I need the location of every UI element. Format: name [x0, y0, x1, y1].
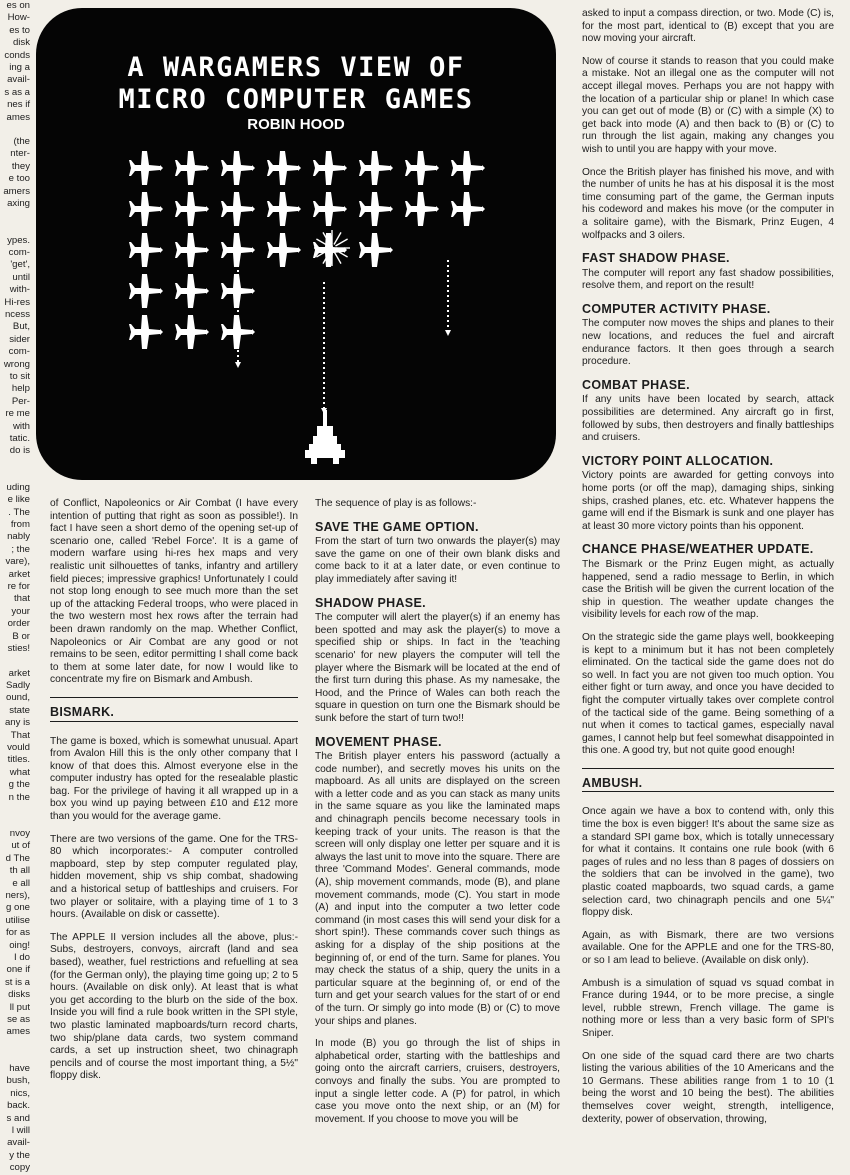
plane-sprite: [221, 192, 255, 226]
margin-fragment: until: [12, 271, 30, 283]
margin-fragment: [0, 211, 30, 223]
plane-sprite: [175, 315, 209, 349]
margin-fragment: sider: [9, 333, 30, 345]
plane-sprite: [313, 151, 347, 185]
margin-fragment: e all: [12, 877, 30, 889]
ambush-paragraph-1: Once again we have a box to contend with, only this time the box is even bigger! It's about the same size as a standard SPI game box, which is totally unnecessary for what it contains. It contains one rule book (with 6 pages of rules and no less than 8 pages of dossiers on the soldiers that can be involved in the game), two plastic coated mapboards, two squad cards, a game selection card, two chinagraph pencils and one 5¼" floppy disk.: [582, 806, 834, 919]
margin-fragment: one if: [6, 964, 30, 976]
margin-fragment: from: [10, 519, 30, 531]
fast-shadow-paragraph: The computer will report any fast shadow possibilities, resolve them, and report on the result!: [582, 267, 834, 292]
margin-fragment: [0, 656, 30, 668]
margin-fragment: th all: [9, 865, 30, 877]
margin-fragment: d The: [5, 852, 30, 864]
column-2: [315, 498, 560, 1136]
margin-fragment: avail-: [7, 1137, 30, 1149]
plane-sprite: [129, 192, 163, 226]
margin-fragment: bush,: [6, 1075, 30, 1087]
margin-fragment: But,: [12, 321, 30, 333]
margin-fragment: state: [9, 704, 30, 716]
victory-point-paragraph: Victory points are awarded for getting convoys into home ports (or off the map), damaging ships, sinking ships, crashed planes, etc. etc. Whatever happens the game will end if the Bismark is sunk and one player has at least 30 more victory points than his opponent.: [582, 470, 834, 532]
margin-fragment: ll put: [9, 1001, 30, 1013]
plane-sprite: [451, 192, 485, 226]
ambush-paragraph-2: Again, as with Bismark, there are two versions available. One for the APPLE and one for the TRS-80, or so I am lead to believe. (Available on disk only).: [582, 929, 834, 966]
margin-fragment: do is: [9, 445, 30, 457]
margin-fragment: Hi-res: [4, 296, 30, 308]
save-game-paragraph: From the start of turn two onwards the player(s) may save the game on one of their own blank disks and come back to it at a later date, or even continue to play immediately after saving it!: [315, 536, 560, 585]
margin-fragment: (the: [13, 136, 30, 148]
plane-sprite: [221, 151, 255, 185]
missile-head: [445, 330, 451, 336]
margin-fragment: [0, 223, 30, 235]
sequence-intro: The sequence of play is as follows:-: [315, 498, 477, 509]
plane-sprite: [129, 315, 163, 349]
margin-fragment: tatic.: [9, 433, 30, 444]
margin-fragment: vare),: [5, 556, 30, 568]
shadow-phase-heading: SHADOW PHASE.: [315, 595, 426, 610]
margin-fragment: re me: [5, 408, 30, 420]
margin-fragment: have: [9, 1062, 30, 1074]
plane-sprite: [267, 151, 301, 185]
margin-fragment: s as a: [4, 86, 30, 98]
plane-sprite: [267, 192, 301, 226]
margin-fragment: nter-: [10, 148, 30, 160]
margin-fragment: help: [11, 383, 30, 395]
ambush-paragraph-4: On one side of the squad card there are two charts listing the various abilities of the 10 Americans and the 10 Germans. These abilities range from 1 to 10 (1 being the worst and 10 being the best). The abilities themselves cover weight, strength, intelligence, dexterity, power of observation, throwing,: [582, 1050, 834, 1125]
player-cannon-ship: [305, 410, 345, 464]
movement-phase-heading: MOVEMENT PHASE.: [315, 734, 442, 749]
shadow-phase-paragraph: The computer will alert the player(s) if an enemy has been spotted and may ask the player(s) to move a specified ship or ships. In fact in the 'teaching scenario' for new players the computer will tell the player where the Bismark will be located at the end of the first turn during this phase. As my namesake, the Hood, and the Prince of Wales can both reach the square in question on turn one the Bismark should be sunk before the start of turn two!!: [315, 612, 560, 724]
margin-fragment: vould: [7, 741, 30, 753]
margin-fragment: that: [13, 593, 30, 605]
ambush-paragraph-3: Ambush is a simulation of squad vs squad combat in France during 1944, or to be more precise, a single level, rubble strewn, French village. The game is nothing more or less than a very basic form of SPI's Sniper.: [582, 977, 834, 1039]
margin-fragment: ypes.: [7, 234, 30, 246]
plane-sprite: [175, 274, 209, 308]
margin-fragment: That: [10, 729, 30, 741]
plane-sprite: [359, 233, 393, 267]
adjacent-page-margin: [0, 0, 30, 1174]
margin-fragment: B or: [12, 630, 30, 642]
german-move-paragraph: Once the British player has finished his move, and with the number of units he has at his disposal it is the most time consuming part of the game, the German inputs his codeword and makes his move (or the computer in a solitaire game), with the Bismark, Prinz Eugen, 4 wolfpacks and 3 oilers.: [582, 166, 834, 241]
margin-fragment: nes if: [7, 99, 30, 111]
margin-fragment: How-: [7, 12, 30, 24]
ambush-heading: AMBUSH.: [582, 777, 834, 793]
margin-fragment: Sadly: [6, 679, 30, 691]
bismark-heading: BISMARK.: [50, 706, 298, 722]
margin-fragment: they: [11, 160, 30, 172]
margin-fragment: y the: [9, 1149, 30, 1161]
victory-point-heading: VICTORY POINT ALLOCATION.: [582, 453, 774, 468]
banner-title-line-1: A WARGAMERS VIEW OF: [127, 52, 465, 83]
fast-shadow-heading: FAST SHADOW PHASE.: [582, 251, 730, 266]
bismark-paragraph-1: The game is boxed, which is somewhat unusual. Apart from Avalon Hill this is the only other company that I know of that does this. Almost everyone else in the computer industry has opted for the resealable plastic bag. For the privilege of having it all wrapped up in a box you wind up paying between £10 and £12 more than you would for the average game.: [50, 735, 298, 823]
mode-c-continuation: asked to input a compass direction, or two. Mode (C) is, for the most part, identical to (B) except that you are now moving your aircraft.: [582, 8, 834, 45]
plane-sprite: [129, 151, 163, 185]
margin-fragment: es on: [6, 0, 30, 11]
margin-fragment: e too: [8, 173, 30, 185]
plane-sprite: [405, 151, 439, 185]
plane-sprite: [359, 192, 393, 226]
plane-sprite: [451, 151, 485, 185]
screen-banner-illustration: [36, 8, 556, 480]
margin-fragment: with-: [9, 284, 30, 296]
plane-sprite: [313, 233, 347, 267]
plane-sprite: [175, 192, 209, 226]
margin-fragment: to sit: [9, 370, 30, 382]
margin-fragment: [0, 816, 30, 828]
margin-fragment: [0, 470, 30, 482]
margin-fragment: with: [12, 420, 30, 432]
margin-fragment: wrong: [3, 358, 30, 370]
save-game-heading: SAVE THE GAME OPTION.: [315, 519, 479, 534]
margin-fragment: your: [11, 605, 30, 617]
article-author: ROBIN HOOD: [247, 116, 345, 133]
margin-fragment: nvoy: [9, 827, 30, 839]
chance-weather-heading: CHANCE PHASE/WEATHER UPDATE.: [582, 542, 814, 557]
margin-fragment: titles.: [7, 754, 30, 766]
margin-fragment: ing a: [9, 62, 30, 74]
margin-fragment: disk: [12, 37, 30, 49]
margin-fragment: ; the: [11, 543, 30, 555]
margin-fragment: [0, 458, 30, 470]
margin-fragment: n the: [8, 791, 30, 803]
margin-fragment: 'get',: [10, 259, 30, 271]
margin-fragment: ners),: [5, 890, 30, 901]
margin-fragment: e like: [7, 494, 30, 506]
plane-sprite: [313, 192, 347, 226]
margin-fragment: [0, 1039, 30, 1051]
margin-fragment: es to: [9, 24, 30, 36]
margin-fragment: ound,: [5, 692, 30, 704]
strategic-side-paragraph: On the strategic side the game plays well, bookkeeping is kept to a minimum but it has not been completely eliminated. On the tactical side the game does not do so well. In fact you are not given too much option. You either fight or turn away, and once you have decided to fight the computer virtually takes over complete control of the tactical side of the game. Being something of a nut when it comes to tactical games, especially naval games, I cannot help but feel somewhat disappointed in this one. A good try, but not quite good enough!: [582, 631, 834, 757]
margin-fragment: s and: [6, 1112, 30, 1124]
space-invaders-planes-scene: [36, 140, 556, 480]
plane-sprite: [405, 192, 439, 226]
margin-fragment: nably: [7, 531, 30, 543]
margin-fragment: com-: [8, 346, 30, 358]
plane-sprite: [129, 274, 163, 308]
margin-fragment: amers: [3, 185, 30, 197]
missile-head: [235, 362, 241, 368]
margin-fragment: disks: [8, 989, 30, 1001]
margin-fragment: ncess: [4, 308, 30, 320]
margin-fragment: copy: [9, 1162, 30, 1174]
bismark-paragraph-3: The APPLE II version includes all the above, plus:- Subs, destroyers, convoys, aircraft (land and sea based), weather, fuel restrictions and refuelling at sea (for the German only), the playing time going up; 2 to 5 hours. (Available on disk only). At least that is what you get according to the blurb on the side of the box. Inside you will find a rule book written in the SPI style, two plastic laminated mapboards/turn record charts, two ship/plane data cards, two system command cards, a set up instruction sheet, two chinagraph pencils and of course the most important thing, a 5½" floppy disk.: [50, 931, 298, 1082]
plane-sprite: [129, 233, 163, 267]
margin-fragment: l will: [11, 1124, 30, 1136]
margin-fragment: g the: [8, 779, 30, 791]
margin-fragment: conds: [4, 49, 30, 61]
column-3: [582, 8, 834, 1136]
margin-fragment: oing!: [9, 939, 30, 951]
margin-fragment: any is: [4, 717, 30, 729]
margin-fragment: com-: [8, 246, 30, 258]
margin-fragment: nics,: [10, 1087, 30, 1099]
combat-phase-heading: COMBAT PHASE.: [582, 377, 690, 392]
margin-fragment: [0, 1051, 30, 1063]
plane-sprite: [175, 151, 209, 185]
banner-title-line-2: MICRO COMPUTER GAMES: [118, 84, 474, 115]
chance-weather-paragraph: The Bismark or the Prinz Eugen might, as actually happened, send a radio message to Berlin, in which case the British will be given the current location of the ship in question. The weather update changes the visibility levels for each row of the map.: [582, 558, 834, 621]
margin-fragment: [0, 124, 30, 136]
margin-fragment: ames: [6, 1026, 30, 1038]
column-1: [50, 498, 298, 1093]
mistake-paragraph: Now of course it stands to reason that you could make a mistake. Not an illegal one as the computer will not accept illegal moves. Perhaps you are not happy with the location of a particular ship or plane! In which case you can get out of mode (B) or (C) with a simple (X) to get back into mode (A) and then back to (B) or (C) to run through the list again, making any changes you wish to until you are happy with your move.: [582, 55, 834, 155]
col1-intro-paragraph: of Conflict, Napoleonics or Air Combat (I have every intention of putting that right as soon as possible!). In fact I have seen a short demo of the opening set-up of scenario one, called 'Rebel Force'. It is a game of modern warfare using hi-res hex maps and very realistic unit silhouettes of tanks, infantry and artillery field pieces; impressive graphics! Unfortunately I could not stop long enough to see much more than the set up of the attacking Federal troops, who were placed in the two western most hex rows after the terrain had been drawn randomly on the map. Whether Conflict, Napoleonics or Air Combat are any good or not remains to be seen, editor permitting I shall come back to them at some later date, for now I would like to concentrate my fire on Bismark and Ambush.: [50, 498, 298, 686]
plane-sprite: [175, 233, 209, 267]
margin-fragment: ut of: [11, 840, 30, 852]
combat-phase-paragraph: If any units have been located by search, attack possibilities are determined. Any aircraft go in first, followed by subs, then destroyers and finally battleships and cruisers.: [582, 394, 834, 444]
margin-fragment: utilise: [5, 914, 30, 926]
margin-fragment: re for: [7, 581, 30, 593]
margin-fragment: ames: [6, 111, 30, 123]
plane-sprite: [267, 233, 301, 267]
margin-fragment: back.: [7, 1100, 30, 1112]
margin-fragment: sties!: [7, 643, 30, 655]
bismark-paragraph-2: There are two versions of the game. One for the TRS-80 which incorporates:- A computer controlled mapboard, step by step computer regulated play, hidden movement, ship vs ship combat, shadowing and a historical setup of battleships and cruisers. For two player or solitaire, with a playing time of 1 to 3 hours. (Available on disk or cassette).: [50, 833, 298, 921]
margin-fragment: what: [9, 766, 30, 778]
margin-fragment: g one: [5, 902, 30, 914]
margin-fragment: avail-: [7, 74, 30, 86]
margin-fragment: arket: [8, 667, 30, 679]
margin-fragment: st is a: [4, 976, 30, 988]
margin-fragment: arket: [8, 568, 30, 580]
movement-phase-paragraph: The British player enters his password (actually a code number), and secretly moves his units on the mapboard. As all units are displayed on the screen with a letter code and as you can stack as many units in the same square as you like the laminated maps and chinagraph pencils become necessary tools in keeping track of your units. The reason is that the screen will only display one letter per square and it is always the last unit to move into the square. There are three 'Command Modes'. General commands, mode (A), ship movement commands, mode (B), and plane movement commands, mode (C). You start in mode (A) and input into the computer a two letter code command (in most cases this will send your disk for a short spin!). These commands cover such things as asking for a display of the ship positions at the beginning of, or end of the turn. Same for planes. You may check the status of a ship, query the units in a particular square at the beginning of, or end of the turn and get your search values for the start of or end of the turn. Or simply go into mode (B) or (C) to move your ships and planes.: [315, 751, 561, 1027]
margin-fragment: for as: [6, 927, 30, 939]
margin-fragment: Per-: [11, 395, 30, 407]
margin-fragment: axing: [7, 198, 30, 210]
computer-activity-heading: COMPUTER ACTIVITY PHASE.: [582, 301, 771, 316]
margin-fragment: se as: [7, 1014, 30, 1026]
plane-sprite: [359, 151, 393, 185]
margin-fragment: [0, 804, 30, 816]
mode-b-paragraph: In mode (B) you go through the list of ships in alphabetical order, starting with the battleships and going onto the aircraft carriers, cruisers, destroyers, convoys and finally the subs. You are prompted to input a single letter code. A (P) for patrol, in which case you move onto the next ship, or an (M) for movement. If you choose to move you will be: [315, 1038, 560, 1125]
margin-fragment: I do: [13, 952, 30, 964]
margin-fragment: uding: [6, 481, 30, 493]
margin-fragment: order: [7, 618, 30, 630]
computer-activity-paragraph: The computer now moves the ships and planes to their new locations, and reduces the fuel and aircraft endurance factors. It then goes through a search procedure.: [582, 318, 834, 368]
margin-fragment: . The: [8, 506, 30, 518]
